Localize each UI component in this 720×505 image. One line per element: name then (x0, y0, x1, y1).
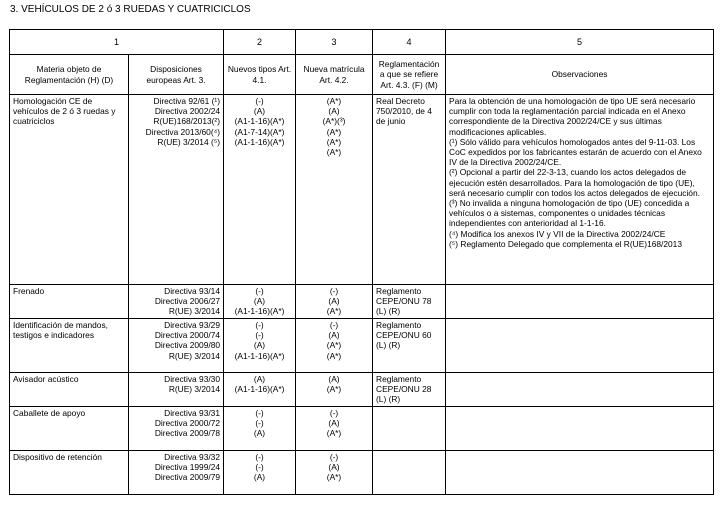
cell-line: (A) (253, 340, 266, 351)
disposiciones-cell (129, 373, 224, 407)
nueva-matricula-cell (296, 319, 373, 373)
nuevos-tipos-cell (224, 285, 296, 319)
nuevos-tipos-cell (224, 407, 296, 451)
nueva-matricula-cell (296, 407, 373, 451)
observation-paragraph: (¹) Sólo válido para vehículos homologados antes del 9-11-03. Los CoC expedidos por los fabricantes estarán de acuerdo con el Anexo IV de la Directiva 2002/24/CE. (449, 136, 702, 168)
cell-line: (A*) (326, 136, 342, 147)
cell-line: CEPE/ONU 78 (376, 296, 432, 307)
observaciones-cell (446, 373, 714, 407)
nuevos-tipos-cell (224, 373, 296, 407)
cell-line: (-) (255, 462, 264, 473)
cell-line: Directiva 93/30 (164, 374, 221, 384)
column-number: 5 (446, 30, 714, 55)
cell-line: (A*) (326, 384, 342, 395)
column-number: 1 (10, 30, 224, 55)
cell-line: (A) (328, 106, 340, 117)
table-row (10, 451, 714, 495)
header-nueva-matricula: Nueva matrícula Art. 4.2. (296, 55, 373, 95)
header-disposiciones: Disposiciones europeas Art. 3. (129, 55, 224, 95)
cell-line: (-) (329, 320, 339, 330)
materia-cell (10, 285, 129, 319)
observation-paragraph: Para la obtención de una homologación de tipo UE será necesario cumplir con toda la reglamentación parcial indicada en el Anexo correspondiente de la Directiva 2002/24/CE y sus últimas modificaciones aplicables. (449, 96, 696, 137)
table-row (10, 407, 714, 451)
table-row (10, 373, 714, 407)
cell-text: Homologación CE de vehículos de 2 ó 3 ruedas y cuatriciclos (13, 96, 116, 127)
cell-line: Directiva 93/29 (164, 320, 221, 330)
cell-line: Directiva 2009/80 (154, 340, 221, 351)
cell-line: (A) (253, 428, 266, 439)
observation-paragraph: (³) No invalida a ninguna homologación de tipo (UE) concedida a vehículos o a sistemas, componentes o unidades técnicas independientes con anterioridad al 1-1-16. (449, 198, 690, 229)
cell-line: (A*) (326, 340, 342, 351)
cell-line: Directiva 2009/79 (154, 472, 221, 483)
cell-line: (A1-1-16)(A*) (234, 136, 285, 147)
observaciones-cell (446, 319, 714, 373)
materia-cell (10, 319, 129, 373)
table-body (10, 95, 714, 495)
cell-line: (A) (253, 374, 266, 384)
reglamentacion-cell (373, 319, 446, 373)
cell-text: Dispositivo de retención (13, 452, 102, 462)
nueva-matricula-cell (296, 373, 373, 407)
disposiciones-cell (129, 407, 224, 451)
cell-line: R(UE)168/2013(²) (153, 116, 221, 127)
column-number: 3 (296, 30, 373, 55)
cell-line: R(UE) 3/2014 (168, 350, 221, 361)
nuevos-tipos-cell (224, 319, 296, 373)
cell-line: Directiva 2000/74 (154, 330, 221, 341)
cell-line: (A1-1-16)(A*) (234, 116, 285, 127)
reglamentacion-cell (373, 407, 446, 451)
cell-line: Directiva 2002/24 (154, 106, 221, 117)
nueva-matricula-cell (296, 285, 373, 319)
cell-line: Reglamento (376, 286, 422, 296)
nueva-matricula-cell (296, 451, 373, 495)
cell-line: (-) (329, 408, 339, 418)
cell-line: CEPE/ONU 60 (376, 330, 432, 341)
cell-line: R(UE) 3/2014 (168, 384, 221, 395)
cell-line: Directiva 93/14 (164, 286, 221, 296)
cell-line: (-) (255, 96, 264, 106)
column-number-row (10, 30, 714, 55)
materia-cell (10, 95, 129, 285)
cell-line: (-) (255, 418, 264, 429)
cell-line: CEPE/ONU 28 (376, 384, 432, 395)
disposiciones-cell (129, 285, 224, 319)
cell-line: (A1-7-14)(A*) (234, 126, 285, 137)
table-row (10, 285, 714, 319)
observaciones-cell (446, 407, 714, 451)
cell-line: (A*) (326, 350, 342, 361)
disposiciones-cell (129, 451, 224, 495)
cell-line: (-) (329, 452, 339, 462)
cell-line: (A*) (326, 428, 342, 439)
cell-line: R(UE) 3/2014 (⁵) (157, 136, 221, 147)
header-reglamentacion: Reglamentación a que se refiere Art. 4.3. (F) (M) (373, 55, 446, 95)
disposiciones-cell (129, 95, 224, 285)
disposiciones-cell (129, 319, 224, 373)
observaciones-cell (446, 95, 714, 285)
cell-line: (L) (R) (376, 306, 401, 317)
cell-line: (A) (328, 418, 340, 429)
cell-line: Reglamento (376, 320, 422, 330)
cell-line: Directiva 2006/27 (154, 296, 221, 307)
nuevos-tipos-cell (224, 451, 296, 495)
cell-line: Reglamento (376, 374, 422, 384)
cell-line: Directiva 93/32 (164, 452, 221, 462)
cell-line: (A*) (326, 147, 342, 158)
cell-line: (A) (253, 106, 266, 117)
header-observaciones: Observaciones (446, 55, 714, 95)
reglamentacion-cell (373, 95, 446, 285)
observaciones-cell (446, 285, 714, 319)
nueva-matricula-cell (296, 95, 373, 285)
header-materia: Materia objeto de Reglamentación (H) (D) (10, 55, 129, 95)
cell-line: (L) (R) (376, 394, 401, 405)
cell-line: de junio (376, 116, 406, 127)
cell-line: (A) (253, 296, 266, 307)
nuevos-tipos-cell (224, 95, 296, 285)
section-title: 3. VEHÍCULOS DE 2 ó 3 RUEDAS Y CUATRICICLOS (10, 4, 251, 15)
cell-line: (-) (255, 330, 264, 341)
cell-line: (A) (328, 462, 340, 473)
cell-line: (A) (328, 330, 340, 341)
observation-paragraph: (⁴) Modifica los anexos IV y VII de la Directiva 2002/24/CE (449, 228, 666, 239)
cell-line: Directiva 92/61 (¹) (153, 96, 221, 106)
cell-line: (A) (328, 374, 340, 384)
cell-line: (A) (253, 472, 266, 483)
column-number: 4 (373, 30, 446, 55)
cell-text: Identificación de mandos, testigos e indicadores (13, 320, 108, 341)
cell-line: Directiva 1999/24 (154, 462, 221, 473)
cell-text: Caballete de apoyo (13, 408, 86, 418)
cell-line: Real Decreto (376, 96, 425, 106)
regulation-table (9, 29, 714, 495)
cell-line: (A*) (326, 96, 342, 106)
cell-line: (A*)(³) (322, 116, 346, 127)
cell-line: 750/2010, de 4 (376, 106, 432, 117)
cell-line: (A*) (326, 472, 342, 483)
cell-line: (-) (255, 320, 264, 330)
cell-line: Directiva 2000/72 (154, 418, 221, 429)
materia-cell (10, 407, 129, 451)
cell-line: (-) (329, 286, 339, 296)
cell-text: Frenado (13, 286, 45, 296)
cell-line: (A1-1-16)(A*) (234, 350, 285, 361)
cell-line: (L) (R) (376, 340, 401, 351)
reglamentacion-cell (373, 451, 446, 495)
cell-line: Directiva 2013/60(⁴) (145, 126, 221, 137)
reglamentacion-cell (373, 285, 446, 319)
cell-line: (A1-1-16)(A*) (234, 384, 285, 395)
cell-line: R(UE) 3/2014 (168, 306, 221, 317)
materia-cell (10, 451, 129, 495)
cell-line: Directiva 93/31 (164, 408, 221, 418)
cell-line: (A) (328, 296, 340, 307)
cell-line: (A*) (326, 306, 342, 317)
cell-line: (-) (255, 286, 264, 296)
observation-paragraph: (⁵) Reglamento Delegado que complementa el R(UE)168/2013 (449, 238, 682, 249)
cell-line: Directiva 2009/78 (154, 428, 221, 439)
cell-line: (A*) (326, 126, 342, 137)
cell-line: (-) (255, 408, 264, 418)
materia-cell (10, 373, 129, 407)
cell-line: (A1-1-16)(A*) (234, 306, 285, 317)
table-row (10, 95, 714, 285)
header-nuevos-tipos: Nuevos tipos Art. 4.1. (224, 55, 296, 95)
column-number: 2 (224, 30, 296, 55)
observation-paragraph: (²) Opcional a partir del 22-3-13, cuando los actos delegados de ejecución estén desarrollados. Para la homologación de tipo (UE), será necesario cumplir con todos los actos delegados de ejecución. (449, 167, 700, 198)
observaciones-cell (446, 451, 714, 495)
cell-line: (-) (255, 452, 264, 462)
table-row (10, 319, 714, 373)
reglamentacion-cell (373, 373, 446, 407)
header-row (10, 55, 714, 95)
cell-text: Avisador acústico (13, 374, 79, 384)
